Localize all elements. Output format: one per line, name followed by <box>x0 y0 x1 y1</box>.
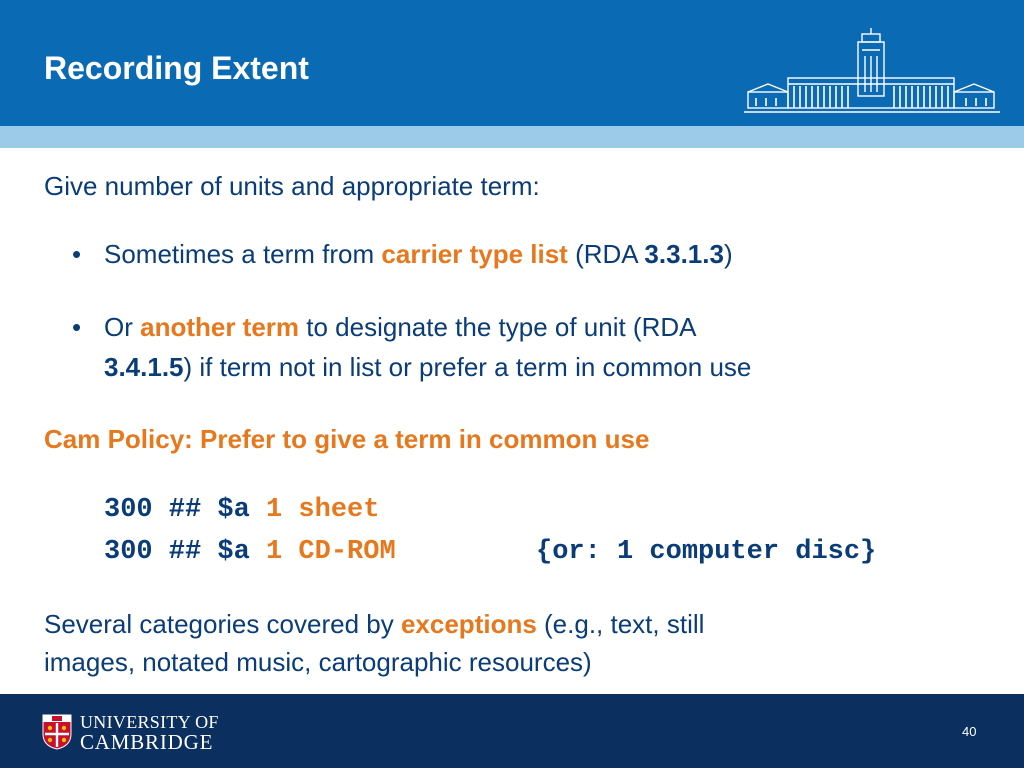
carrier-type-list-term: carrier type list <box>381 239 568 269</box>
code-line <box>104 536 396 568</box>
exceptions-term: exceptions <box>400 609 537 639</box>
closing-text-part: (e.g., text, still <box>536 609 705 639</box>
bullet-marker: • <box>72 239 82 269</box>
closing-text <box>44 608 704 640</box>
code-line <box>104 494 379 526</box>
closing-text-line2: images, notated music, cartographic resources) <box>44 647 592 677</box>
university-line2: CAMBRIDGE <box>80 730 214 754</box>
rda-reference: 3.4.1.5 <box>104 352 184 382</box>
bullet-text: to designate the type of unit (RDA <box>299 312 697 342</box>
intro-text: Give number of units and appropriate term: <box>44 171 540 201</box>
bullet-text: (RDA <box>567 239 645 269</box>
bullet-item-continuation <box>104 351 751 383</box>
bullet-item <box>72 238 81 270</box>
cam-policy-text: Cam Policy: Prefer to give a term in common use <box>44 424 650 454</box>
rda-reference: 3.3.1.3 <box>644 239 724 269</box>
bullet-marker: • <box>72 312 82 342</box>
page-number: 40 <box>962 724 977 739</box>
crest-icon <box>42 714 72 750</box>
bullet-text: ) if term not in list or prefer a term in common use <box>183 352 752 382</box>
slide-title: Recording Extent <box>44 50 309 86</box>
bullet-text: ) <box>723 239 733 269</box>
university-line1: UNIVERSITY OF <box>80 712 219 732</box>
bullet-item-another-term <box>104 311 696 343</box>
bullet-text: Or <box>104 312 141 342</box>
closing-text-part: Several categories covered by <box>44 609 401 639</box>
marc-field: 300 ## $a <box>104 495 267 525</box>
university-wordmark <box>80 712 219 752</box>
bullet-item-carrier-type <box>104 238 733 270</box>
code-note: {or: 1 computer disc} <box>536 537 877 567</box>
another-term: another term <box>140 312 300 342</box>
marc-field: 300 ## $a <box>104 537 267 567</box>
marc-value: 1 CD-ROM <box>266 537 396 567</box>
bullet-text: Sometimes a term from <box>104 239 382 269</box>
bullet-item <box>72 311 81 343</box>
marc-value: 1 sheet <box>266 495 380 525</box>
